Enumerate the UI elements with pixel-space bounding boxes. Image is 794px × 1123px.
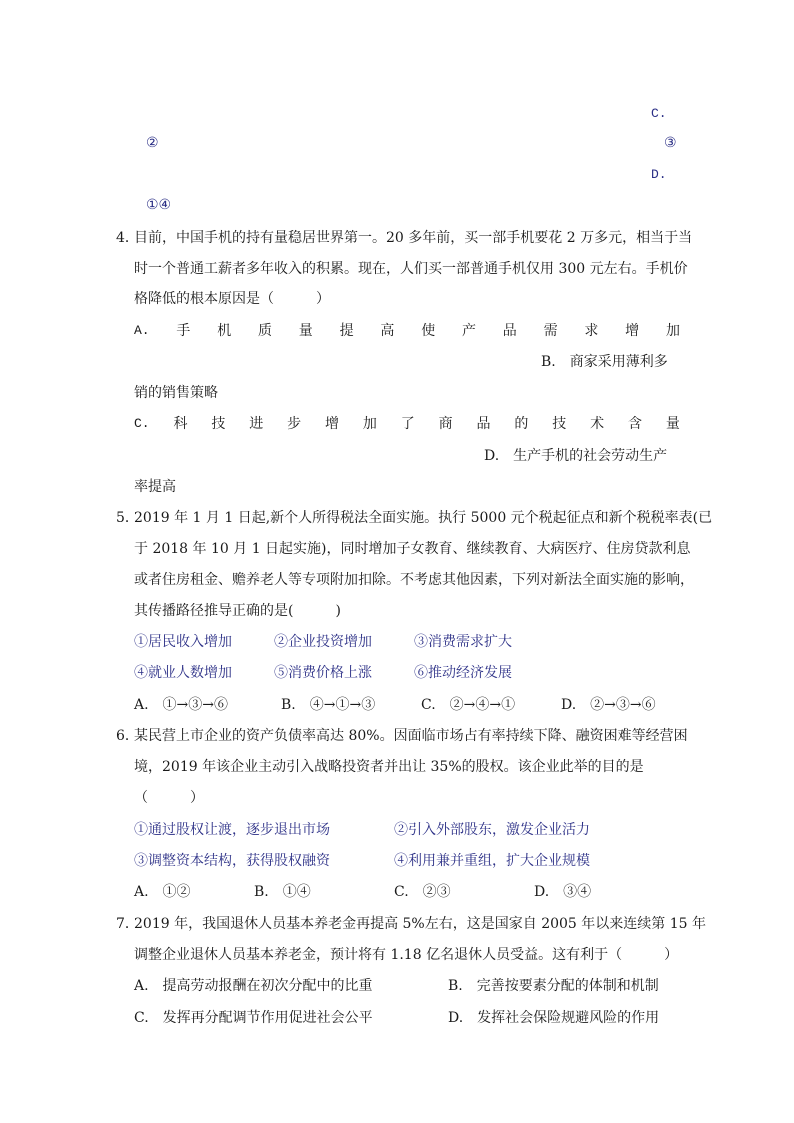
- answer-option-b: B. ④→①→③: [281, 697, 376, 713]
- question-text: 于 2018 年 10 月 1 日起实施)，同时增加子女教育、继续教育、大病医疗、住房贷款利息: [134, 541, 691, 557]
- question-text: 2019 年，我国退休人员基本养老金再提高 5%左右，这是国家自 2005 年以来连续第 15 年: [134, 916, 706, 932]
- option-char: 品: [502, 323, 517, 339]
- option-char: 量: [298, 323, 313, 339]
- answer-option-b: B. ①④: [254, 884, 311, 900]
- option-char: 量: [665, 416, 680, 432]
- option-b-continued: 销的销售策略: [134, 385, 218, 401]
- option-char: 提: [339, 323, 354, 339]
- question-text: 格降低的根本原因是（ ）: [134, 291, 330, 307]
- option-d-continued: 率提高: [134, 479, 176, 495]
- option-char: 进: [249, 416, 264, 432]
- option-c: [134, 414, 680, 434]
- statement-item: ④就业人数增加: [134, 665, 232, 681]
- option-label: C.: [134, 416, 150, 431]
- question-text: 目前，中国手机的持有量稳居世界第一。20 多年前，买一部手机要花 2 万多元，相当于当: [134, 230, 693, 246]
- question-text: 境，2019 年该企业主动引入战略投资者并出让 35%的股权。该企业此举的目的是: [134, 759, 644, 775]
- answer-option-c: C. 发挥再分配调节作用促进社会公平: [134, 1010, 373, 1026]
- answer-option-d: D. ②→③→⑥: [561, 697, 656, 713]
- question-number: 4．: [116, 230, 139, 246]
- q3-option-c-label: C.: [651, 106, 667, 121]
- option-char: 的: [514, 416, 529, 432]
- question-text: 其传播路径推导正确的是( ): [134, 603, 341, 619]
- option-char: 增: [625, 323, 640, 339]
- option-char: 手: [176, 323, 191, 339]
- statement-item: ②企业投资增加: [274, 634, 372, 650]
- statement-item: ①居民收入增加: [134, 634, 232, 650]
- option-char: 步: [287, 416, 302, 432]
- option-char: 商: [438, 416, 453, 432]
- question-number: 5．: [116, 510, 139, 526]
- option-char: 机: [217, 323, 232, 339]
- answer-option-c: C. ②③: [394, 884, 451, 900]
- option-char: 含: [627, 416, 642, 432]
- option-char: 高: [380, 323, 395, 339]
- question-text: 某民营上市企业的资产负债率高达 80%。因面临市场占有率持续下降、融资困难等经营困: [134, 728, 688, 744]
- statement-item: ⑤消费价格上涨: [274, 665, 372, 681]
- statement-item: ③消费需求扩大: [414, 634, 512, 650]
- q3-option-d-value: ①④: [146, 197, 172, 213]
- option-char: 技: [211, 416, 226, 432]
- statement-item: ⑥推动经济发展: [414, 665, 512, 681]
- question-text: 2019 年 1 月 1 日起,新个人所得税法全面实施。执行 5000 元个税起征点和新个税税率表(已: [134, 510, 713, 526]
- statement-item: ②引入外部股东，激发企业活力: [394, 822, 590, 838]
- answer-option-b: B. 完善按要素分配的体制和机制: [448, 978, 659, 994]
- option-char: 产: [461, 323, 476, 339]
- option-char: 增: [324, 416, 339, 432]
- answer-option-a: A. ①②: [134, 884, 191, 900]
- answer-option-d: D. 发挥社会保险规避风险的作用: [448, 1010, 660, 1026]
- answer-option-a: A. ①→③→⑥: [134, 697, 229, 713]
- statement-item: ③调整资本结构，获得股权融资: [134, 853, 330, 869]
- option-char: 技: [552, 416, 567, 432]
- statement-item: ④利用兼并重组，扩大企业规模: [394, 853, 590, 869]
- statement-item: ①通过股权让渡，逐步退出市场: [134, 822, 330, 838]
- option-char: 术: [590, 416, 605, 432]
- question-text: 调整企业退休人员基本养老金，预计将有 1.18 亿名退休人员受益。这有利于（ ）: [134, 947, 679, 963]
- question-text: （ ）: [134, 790, 204, 806]
- question-text: 时一个普通工薪者多年收入的积累。现在，人们买一部普通手机仅用 300 元左右。手机价: [134, 261, 688, 277]
- option-b: B. 商家采用薄利多: [541, 354, 668, 370]
- option-label: A.: [134, 323, 150, 338]
- option-char: 了: [400, 416, 415, 432]
- option-char: 求: [584, 323, 599, 339]
- option-d: D. 生产手机的社会劳动生产: [484, 448, 668, 464]
- option-char: 品: [476, 416, 491, 432]
- option-char: 加: [665, 323, 680, 339]
- q3-option-c-value-right: ③: [664, 135, 677, 151]
- option-char: 加: [362, 416, 377, 432]
- q3-option-c-value: ②: [146, 135, 159, 151]
- option-char: 使: [421, 323, 436, 339]
- option-char: 质: [258, 323, 272, 339]
- option-a: [134, 321, 680, 341]
- answer-option-c: C. ②→④→①: [421, 697, 516, 713]
- option-char: 需: [543, 323, 558, 339]
- answer-option-a: A. 提高劳动报酬在初次分配中的比重: [134, 978, 373, 994]
- answer-option-d: D. ③④: [534, 884, 592, 900]
- question-number: 7．: [116, 916, 139, 932]
- option-char: 科: [173, 416, 188, 432]
- question-number: 6．: [116, 728, 139, 744]
- q3-option-d-label: D.: [651, 167, 667, 182]
- question-text: 或者住房租金、赡养老人等专项附加扣除。不考虑其他因素，下列对新法全面实施的影响，: [134, 572, 694, 588]
